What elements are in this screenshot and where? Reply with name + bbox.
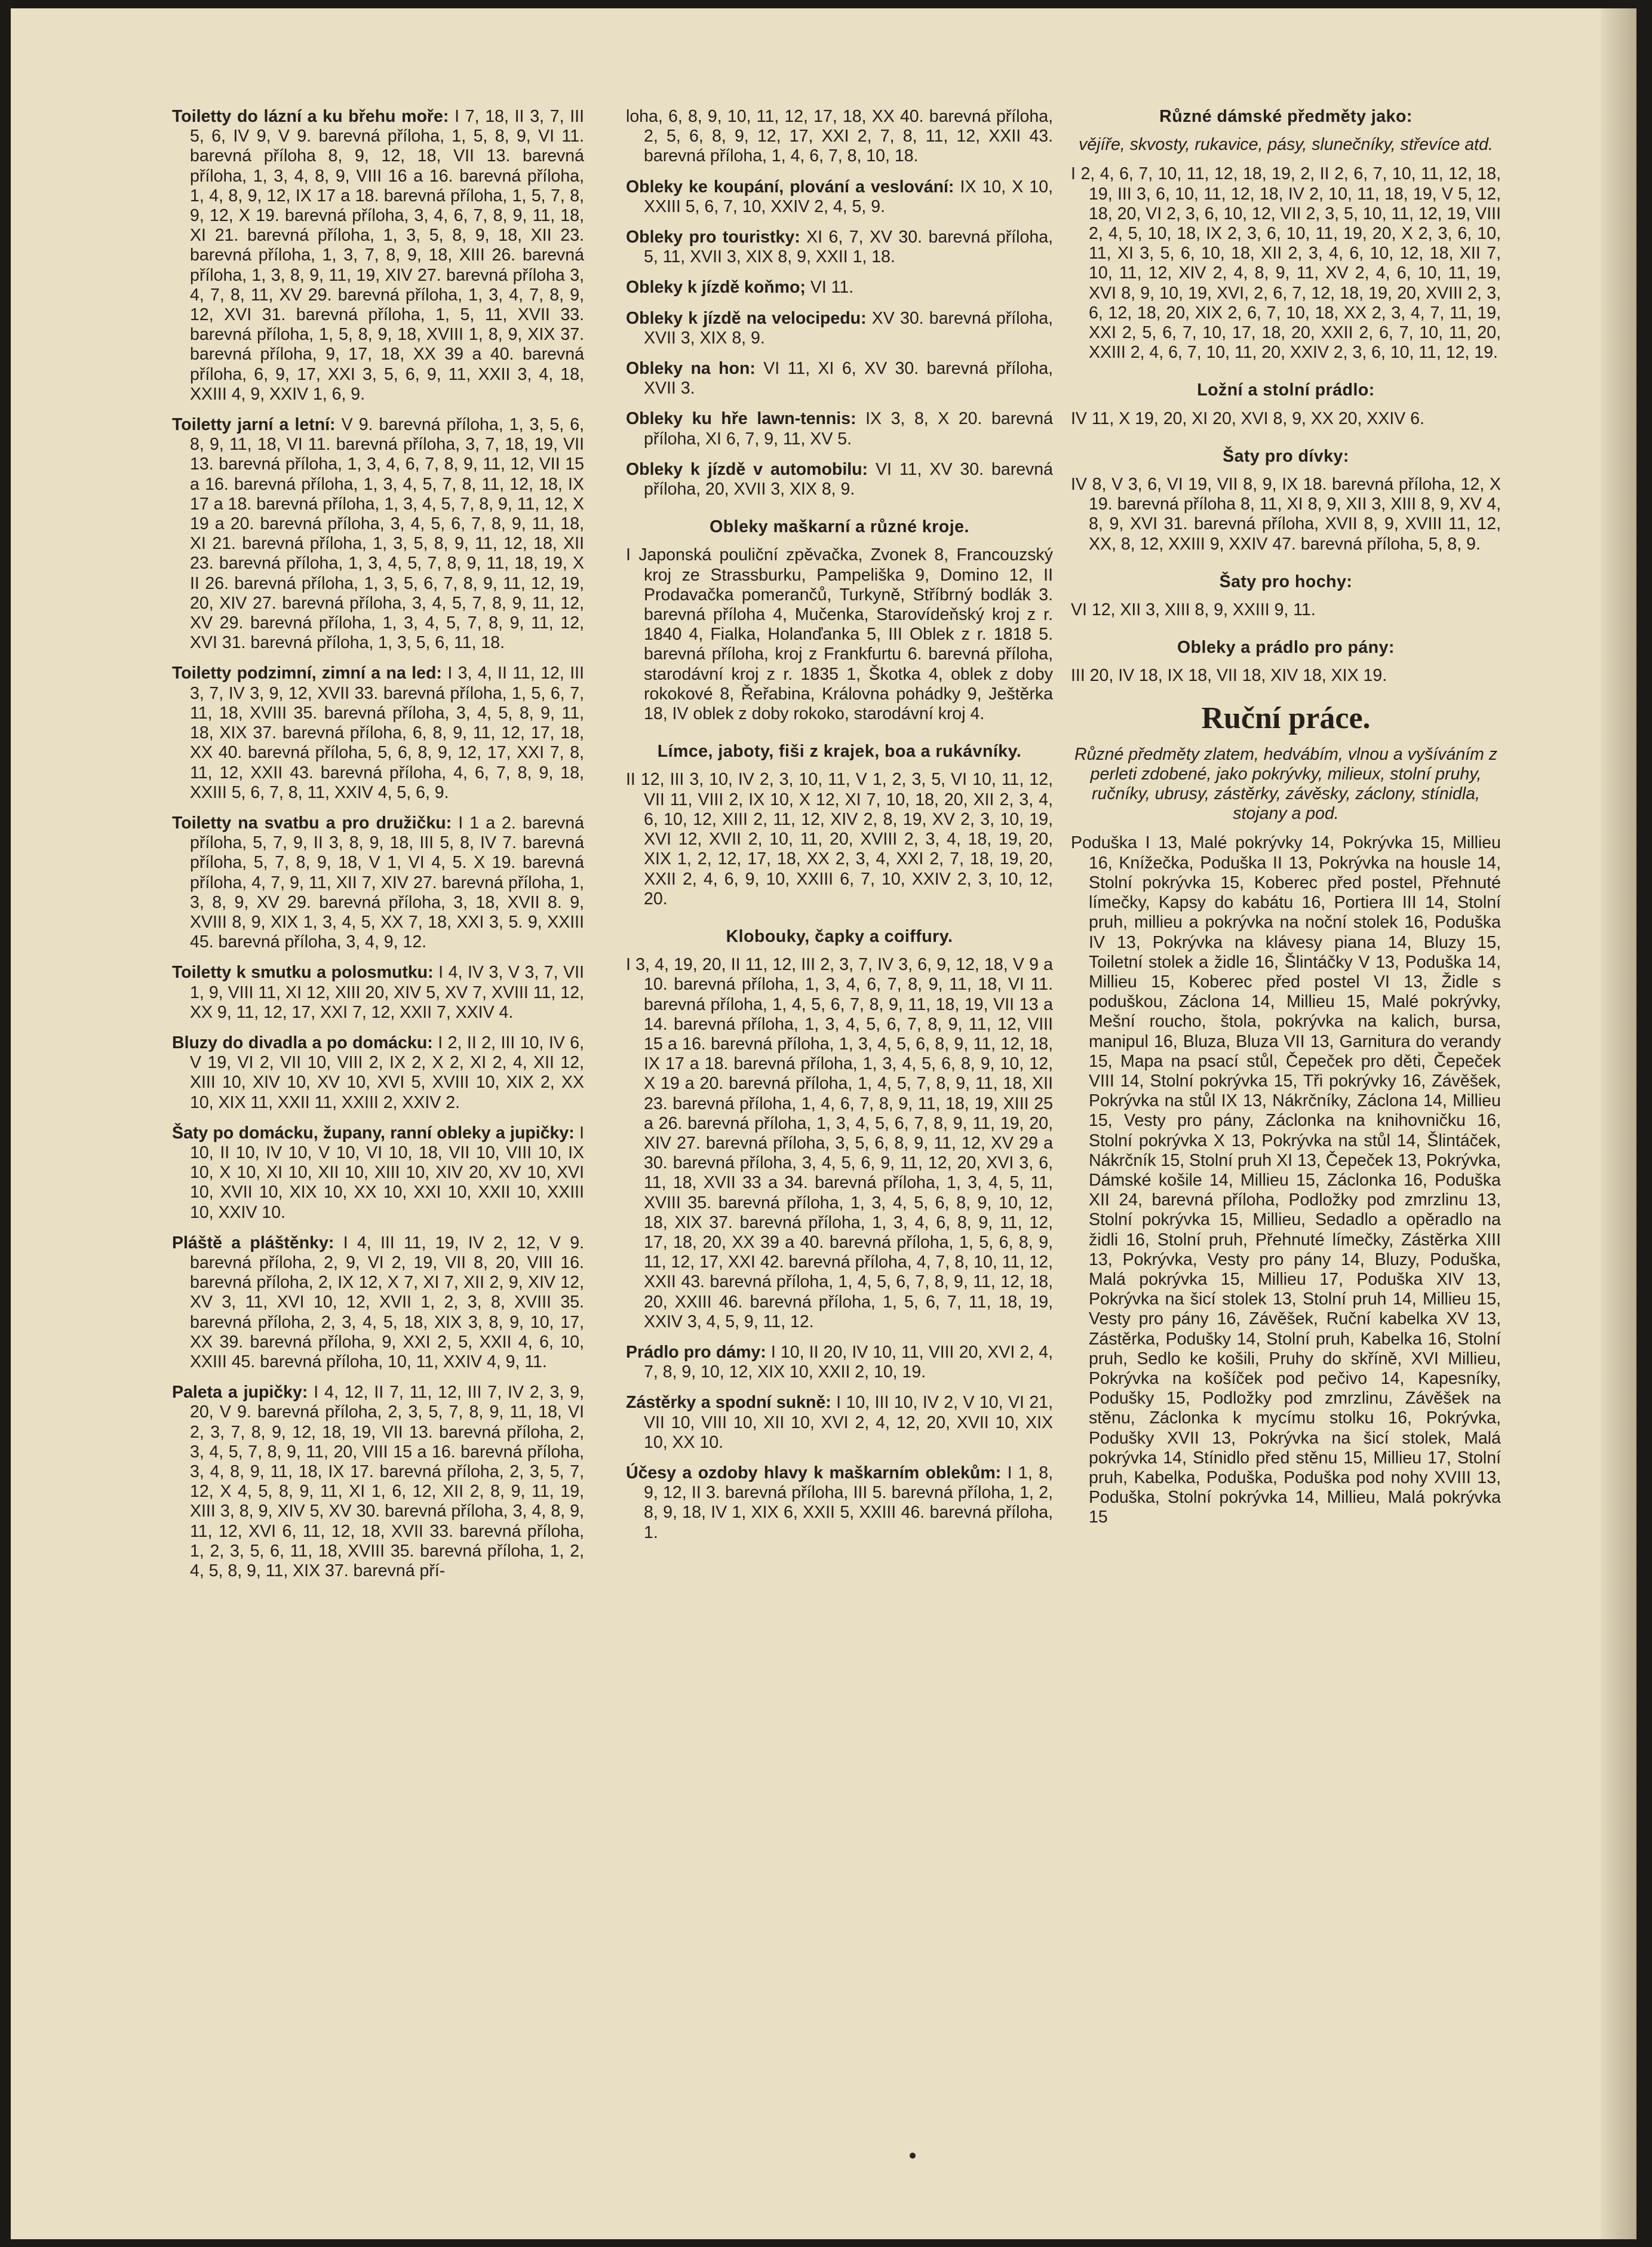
entry-references: IX 3, 8, X 20. barevná příloha, XI 6, 7, 9, 11, XV 5. — [644, 409, 1053, 449]
entry-term: Obleky na hon: — [626, 359, 756, 379]
section-title-ladies-items: Různé dámské předměty jako: — [1159, 107, 1413, 126]
entry-references: I 1, 8, 9, 12, II 3. barevná příloha, III 5. barevná příloha, 1, 2, 8, 9, 18, IV 1, XIX 6, XXII 5, XXIII 46. barevná příloha, 1. — [644, 1463, 1053, 1542]
entry-references: I 10, II 20, IV 10, 11, VIII 20, XVI 2, 4, 7, 8, 9, 10, 12, XIX 10, XXII 2, 10, 19. — [644, 1342, 1054, 1382]
index-entry — [172, 963, 584, 1023]
entry-references: loha, 6, 8, 9, 10, 11, 12, 17, 18, XX 40. barevná příloha, 2, 5, 6, 8, 9, 12, 17, XXI 2, 7, 8, 11, 12, XXII 43. barevná příloha, 1, 4, 6, 7, 8, 10, 18. — [626, 107, 1053, 166]
entry-term: Účesy a ozdoby hlavy k maškarním oblekům: — [626, 1463, 1002, 1482]
section-text-girls: IV 8, V 3, 6, VI 19, VII 8, 9, IX 18. barevná příloha, 12, X 19. barevná příloha 8, 11, XI 8, 9, XII 3, XIII 8, 9, XV 4, 8, 9, XVI 31. barevná příloha, XVII 8, 9, XVIII 11, 12, XX, 8, 12, XXIII 9, XXIV 47. barevná příloha, 5, 8, 9. — [1071, 475, 1501, 554]
section-text-handwork: Poduška I 13, Malé pokrývky 14, Pokrývka 15, Millieu 16, Knížečka, Poduška II 13, Pokrývka na housle 14, Stolní pokrývka 15, Koberec před postel, Přehnuté límečky, Kapsy do kabátu 16, Portiera III 14, Stolní pruh, millieu a pokrývka na noční stolek 16, Poduška IV 13, Pokrývka na klávesy piana 14, Bluzy 15, Toiletní stolek a židle 16, Šlintáčky V 13, Poduška 14, Millieu 15, Koberec před postel VI 13, Židle s poduškou, Záclona 14, Millieu 15, Malé pokrývky, Mešní roucho, štola, pokrývka na kalich, bursa, manipul 16, Bluza, Bluza VII 13, Garnitura do verandy 15, Mapa na psací stůl, Čepeček pro děti, Čepeček VIII 14, Stolní pokrývka 15, Tři pokrývky 16, Závěšek, Pokrývka na stůl IX 13, Nákrčníky, Záclona 14, Millieu 15, Vesty pro pány, Záclonka na knihovničku 16, Stolní pokrývka X 13, Pokrývka na stůl 14, Šlintáček, Nákrčník 15, Stolní pruh XI 13, Čepeček 13, Pokrývka, Dámské košile 14, Millieu 15, Záclonka 16, Poduška XII 24, barevná příloha, Podložky pod zmrzlinu 13, Stolní pokrývka 15, Millieu, Sedadlo a opěradlo na židli 16, Stolní pruh, Přehnuté límečky, Zástěrka XIII 13, Pokrývka, Vesty pro pány 14, Bluzy, Poduška, Malá pokrývka 15, Millieu 17, Poduška XIV 13, Pokrývka na šicí stolek 13, Stolní pruh 14, Millieu 15, Vesty pro pány 16, Závěšek, Ruční kabelka XV 13, Zástěrka, Podušky 14, Stolní pruh, Kabelka 16, Stolní pruh, Sedlo ke košili, Pruhy do skříně, XVI Millieu, Pokrývka na košíček pod pečivo 14, Kapesníky, Podušky 15, Podložky pod zmrzlinu, Závěšek na stěnu, Záclonka k mycímu stolku 16, Pokrývka, Podušky XVII 13, Pokrývka na šicí stolek, Malá pokrývka 14, Stínidlo před stěnu 15, Millieu 17, Stolní pruh, Kabelka, Poduška, Poduška pod nohy XVIII 13, Poduška, Stolní pokrývka 14, Millieu, Malá pokrývka 15 — [1071, 833, 1501, 1527]
entry-term: Toiletty podzimní, zimní a na led: — [172, 664, 442, 683]
section-title-handwork: Ruční práce. — [1201, 701, 1371, 735]
index-entry — [172, 107, 584, 404]
column-2-entries — [626, 107, 1053, 499]
section-text-men: III 20, IV 18, IX 18, VII 18, XIV 18, XIX 19. — [1071, 666, 1387, 686]
index-entry — [172, 814, 584, 952]
entry-term: Toiletty na svatbu a pro družičku: — [172, 813, 452, 833]
entry-term: Obleky k jízdě koňmo; — [626, 278, 806, 297]
section-title-men: Obleky a prádlo pro pány: — [1177, 638, 1395, 658]
entry-references: I 1 a 2. barevná příloha, 5, 7, 9, II 3, 8, 9, 18, III 5, 8, IV 7. barevná příloha, 5, 7, 8, 9, 18, V 1, VI 4, 5. X 19. barevná příloha, 4, 7, 9, 11, XII 7, XIV 27. barevná příloha, 1, 3, 8, 9, XV 29. barevná příloha, 3, 18, XVII 8. 9, XVIII 8, 9, XIX 1, 3, 4, 5, XX 7, 18, XXI 3, 5. 9, XXIII 45. barevná příloha, 3, 4, 9, 12. — [190, 813, 585, 952]
entry-term: Toiletty jarní a letní: — [172, 415, 336, 435]
index-entry — [172, 1124, 584, 1223]
section-title-collars: Límce, jaboty, fiši z krajek, boa a rukávníky. — [657, 742, 1022, 762]
index-column-2 — [626, 107, 1053, 1554]
index-entry — [626, 1463, 1053, 1543]
index-entry — [626, 359, 1053, 398]
index-entry — [626, 278, 1053, 297]
index-entry — [626, 1393, 1053, 1453]
entry-references: I 7, 18, II 3, 7, III 5, 6, IV 9, V 9. barevná příloha, 1, 5, 8, 9, VI 11. barevná příloha 8, 9, 12, 18, VII 13. barevná příloha, 1, 3, 4, 8, 9, VIII 16 a 16. barevná příloha, 1, 4, 8, 9, 12, IX 17 a 18. barevná příloha, 1, 5, 7, 8, 9, 12, X 19. barevná příloha, 3, 4, 6, 7, 8, 9, 11, 18, XI 21. barevná příloha, 1, 3, 5, 8, 9, 18, XII 23. barevná příloha, 1, 3, 7, 8, 9, 18, XIII 26. barevná příloha, 1, 3, 8, 9, 11, 19, XIV 27. barevná příloha 3, 4, 7, 8, 11, XV 29. barevná příloha, 1, 3, 4, 7, 8, 9, 12, XVI 31. barevná příloha, 1, 5, 11, XVII 33. barevná příloha, 1, 5, 8, 9, 18, XVIII 1, 8, 9, XIX 37. barevná příloha, 9, 17, 18, XX 39 a 40. barevná příloha, 6, 9, 17, XXI 3, 5, 6, 9, 11, XXII 3, 4, 18, XXIII 4, 9, XXIV 1, 6, 9. — [190, 107, 584, 404]
section-title-girls: Šaty pro dívky: — [1223, 446, 1349, 466]
entry-term: Obleky pro touristky: — [626, 228, 800, 247]
entry-term: Obleky ke koupání, plování a veslování: — [626, 177, 954, 197]
ink-dot — [910, 2153, 916, 2159]
page-spine-shadow — [1601, 8, 1636, 2239]
index-entry — [172, 664, 584, 802]
section-text-costumes: I Japonská pouliční zpěvačka, Zvonek 8, Francouzský kroj ze Strassburku, Pampeliška 9, Domino 12, II Prodavačka pomerančů, Turkyně, Stříbrný bodlák 3. barevná příloha 4, Mučenka, Starovídeňský kroj z r. 1840 4, Fialka, Holanďanka 5, III Oblek z r. 1818 5. barevná příloha, kroj z Frankfurtu 6. barevná příloha, starodávní kroj z r. 1835 1, Škotka 4, oblek z doby rokokové 8, Řeřabina, Královna pohádky 9, Ještěrka 18, IV oblek z doby rokoko, starodávní kroj 4. — [626, 545, 1053, 724]
entry-references: I 4, IV 3, V 3, 7, VII 1, 9, VIII 11, XI 12, XIII 20, XIV 5, XV 7, XVIII 11, 12, XX 9, 11, 12, 17, XXI 7, 12, XXII 7, XXIV 4. — [190, 963, 585, 1022]
entry-references: I 10, II 10, IV 10, V 10, VI 10, 18, VII 10, VIII 10, IX 10, X 10, XI 10, XII 10, XIII 10, XIV 20, XV 10, XVI 10, XVII 10, XIX 10, XX 10, XXI 10, XXII 10, XXIII 10, XXIV 10. — [190, 1123, 584, 1222]
entry-references: XV 30. barevná příloha, XVII 3, XIX 8, 9. — [644, 308, 1053, 348]
entry-references: VI 11, XI 6, XV 30. barevná příloha, XVII 3. — [644, 359, 1053, 398]
index-entry — [626, 177, 1053, 217]
entry-term: Obleky k jízdě na velocipedu: — [626, 308, 867, 328]
entry-references: I 4, III 11, 19, IV 2, 12, V 9. barevná příloha, 2, 9, VI 2, 19, VII 8, 20, VIII 16. barevná příloha, 2, IX 12, X 7, XI 7, XII 2, 9, XIV 12, XV 3, 11, XVI 10, 12, XVII 1, 2, 3, 8, XVIII 35. barevná příloha, 2, 3, 4, 5, 18, XIX 3, 8, 9, 10, 17, XX 39. barevná příloha, 9, XXI 2, 5, XXII 4, 6, 10, XXIII 45. barevná příloha, 10, 11, XXIV 4, 9, 11. — [190, 1233, 584, 1371]
section-title-hats: Klobouky, čapky a coiffury. — [726, 926, 953, 946]
section-title-boys: Šaty pro hochy: — [1219, 572, 1353, 591]
entry-term: Paleta a jupičky: — [172, 1383, 308, 1402]
entry-references: I 4, 12, II 7, 11, 12, III 7, IV 2, 3, 9, 20, V 9. barevná příloha, 2, 3, 5, 7, 8, 9, 11, 18, VI 2, 3, 7, 8, 9, 12, 18, 19, VII 13. barevná příloha, 2, 3, 4, 5, 7, 8, 9, 11, 20, VIII 15 a 16. barevná příloha, 3, 4, 8, 9, 11, 18, IX 17. barevná příloha, 2, 3, 5, 7, 12, X 4, 5, 8, 9, 11, XI 1, 6, 12, XII 2, 8, 9, 11, 19, XIII 3, 8, 9, XIV 5, XV 30. barevná příloha, 3, 4, 8, 9, 11, 12, XVI 6, 11, 12, 18, XVII 33. barevná příloha, 1, 2, 3, 5, 6, 11, 18, XVIII 35. barevná příloha, 1, 2, 4, 5, 8, 9, 11, XIX 37. barevná pří- — [190, 1383, 584, 1581]
entry-references: VI 11, XV 30. barevná příloha, 20, XVII 3, XIX 8, 9. — [644, 459, 1054, 499]
entry-term: Prádlo pro dámy: — [626, 1342, 766, 1362]
entry-term: Obleky ku hře lawn-tennis: — [626, 409, 856, 429]
magazine-index-page — [11, 8, 1636, 2239]
section-title-linen: Ložní a stolní prádlo: — [1197, 380, 1375, 400]
entry-references: V 9. barevná příloha, 1, 3, 5, 6, 8, 9, 11, 18, VI 11. barevná příloha, 3, 7, 18, 19, VII 13. barevná příloha, 1, 3, 4, 6, 7, 8, 9, 11, 12, VII 15 a 16. barevná příloha, 1, 3, 4, 5, 7, 8, 11, 12, 18, IX 17 a 18. barevná příloha, 1, 3, 4, 5, 7, 8, 9, 11, 12, X 19 a 20. barevná příloha, 3, 4, 5, 6, 7, 8, 9, 11, 18, XI 21. barevná příloha, 1, 3, 5, 8, 9, 11, 12, 18, XII 23. barevná příloha, 1, 3, 4, 5, 7, 8, 9, 11, 18, 19, X II 26. barevná příloha, 1, 3, 5, 6, 7, 8, 9, 11, 12, 19, 20, XIV 27. barevná příloha, 3, 4, 5, 7, 8, 9, 11, 12, XV 29. barevná příloha, 1, 3, 4, 5, 7, 8, 9, 11, 12, XVI 31. barevná příloha, 1, 3, 5, 6, 11, 18. — [190, 415, 585, 653]
section-text-ladies-items: I 2, 4, 6, 7, 10, 11, 12, 18, 19, 2, II 2, 6, 7, 10, 11, 12, 18, 19, III 3, 6, 10, 11, 12, 18, IV 2, 10, 11, 18, 19, V 5, 12, 18, 20, VI 2, 3, 6, 10, 12, VII 2, 3, 5, 10, 11, 12, 19, VIII 2, 4, 5, 10, 18, IX 2, 3, 6, 10, 11, 19, 20, X 2, 3, 6, 10, 11, XI 3, 5, 6, 10, 18, XII 2, 3, 4, 6, 10, 12, 18, XII 7, 10, 11, 12, XIV 2, 4, 8, 9, 11, XV 2, 4, 6, 10, 11, 19, XVI 8, 9, 10, 19, XVI, 2, 6, 7, 12, 18, 19, 20, XVIII 2, 3, 6, 12, 18, 20, XIX 2, 6, 7, 10, 18, XX 2, 3, 4, 7, 11, 19, XXI 2, 5, 6, 7, 10, 17, 18, 20, XXII 2, 6, 7, 10, 11, 20, XXIII 2, 4, 6, 7, 10, 11, 20, XXIV 2, 3, 6, 10, 11, 12, 19. — [1071, 164, 1501, 363]
entry-references: I 3, 4, II 11, 12, III 3, 7, IV 3, 9, 12, XVII 33. barevná příloha, 1, 5, 6, 7, 11, 18, XVIII 35. barevná příloha, 3, 4, 5, 8, 9, 11, 18, XIX 37. barevná příloha, 6, 8, 9, 11, 12, 17, 18, XX 40. barevná příloha, 5, 6, 8, 9, 12, 17, XXI 7, 8, 11, 12, XXII 43. barevná příloha, 4, 6, 7, 8, 9, 18, XXIII 5, 6, 7, 8, 11, XXIV 4, 5, 6, 9. — [190, 664, 584, 802]
entry-term: Pláště a pláštěnky: — [172, 1233, 334, 1253]
entry-references: VI 11. — [810, 278, 854, 297]
index-entry — [172, 1233, 584, 1372]
index-entry — [172, 415, 584, 653]
section-text-linen: IV 11, X 19, 20, XI 20, XVI 8, 9, XX 20, XXIV 6. — [1071, 409, 1424, 428]
entry-references: IX 10, X 10, XXIII 5, 6, 7, 10, XXIV 2, 4, 5, 9. — [644, 177, 1053, 216]
index-column-1 — [172, 107, 584, 1592]
entry-term: Toiletty do lázní a ku břehu moře: — [172, 107, 449, 126]
index-entry — [626, 460, 1053, 499]
section-text-hats: I 3, 4, 19, 20, II 11, 12, III 2, 3, 7, IV 3, 6, 9, 12, 18, V 9 a 10. barevná příloha, 1, 3, 4, 6, 7, 8, 9, 11, 18, VI 11. barevná příloha, 1, 4, 5, 6, 7, 8, 9, 11, 18, 19, VII 13 a 14. barevná příloha, 1, 3, 4, 5, 6, 7, 8, 9, 11, 12, VIII 15 a 16. barevná příloha, 1, 3, 4, 5, 6, 8, 9, 11, 12, 18, IX 17 a 18. barevná příloha, 1, 3, 4, 5, 6, 8, 9, 10, 12, X 19 a 20. barevná příloha, 1, 4, 5, 7, 8, 9, 11, 18, XII 23. barevná příloha, 1, 4, 6, 7, 8, 9, 11, 18, 19, XIII 25 a 26. barevná příloha, 1, 3, 4, 5, 6, 7, 8, 9, 11, 19, 20, XIV 27. barevná příloha, 3, 5, 6, 8, 9, 11, 12, XV 29 a 30. barevná příloha, 3, 4, 5, 6, 9, 11, 12, 20, XVI 3, 6, 11, 18, XVII 33 a 34. barevná příloha, 1, 3, 4, 5, 11, XVIII 35. barevná příloha, 1, 3, 4, 5, 6, 8, 9, 10, 12, 18, XIX 37. barevná příloha, 1, 3, 4, 6, 8, 9, 11, 12, 17, 18, 20, XX 39 a 40. barevná příloha, 1, 5, 6, 8, 9, 11, 12, 17, XXI 42. barevná příloha, 4, 7, 8, 10, 11, 12, XXII 43. barevná příloha, 1, 4, 5, 6, 7, 8, 9, 11, 12, 18, 20, XXIII 46. barevná příloha, 1, 5, 6, 7, 11, 18, 19, XXIV 3, 4, 5, 9, 11, 12. — [626, 955, 1053, 1331]
section-text-boys: VI 12, XII 3, XIII 8, 9, XXIII 9, 11. — [1071, 600, 1316, 620]
entry-term: Obleky k jízdě v automobilu: — [626, 459, 868, 479]
index-entry — [626, 228, 1053, 267]
section-title-costumes: Obleky maškarní a různé kroje. — [710, 517, 969, 537]
section-note-ladies-items: vějíře, skvosty, rukavice, pásy, slunečníky, střevíce atd. — [1079, 135, 1493, 155]
column-2-tail-entries — [626, 1343, 1053, 1543]
index-entry — [626, 309, 1053, 348]
entry-references: I 2, II 2, III 10, IV 6, V 19, VI 2, VII 10, VIII 2, IX 2, X 2, XI 2, 4, XII 12, XIII 10, XIV 10, XV 10, XVI 5, XVIII 10, XIX 2, XX 10, XIX 11, XXII 11, XXIII 2, XXIV 2. — [190, 1033, 585, 1112]
entry-references: I 10, III 10, IV 2, V 10, VI 21, VII 10, VIII 10, XII 10, XVI 2, 4, 12, 20, XVII 10, XIX 10, XX 10. — [644, 1393, 1053, 1452]
index-entry — [172, 1383, 584, 1581]
section-note-handwork: Různé předměty zlatem, hedvábím, vlnou a vyšíváním z perleti zdobené, jako pokrývky, milieux, stolní pruhy, ručníky, ubrusy, zástěrky, závěsky, záclony, stínidla, stojany a pod. — [1074, 744, 1498, 824]
index-entry — [626, 409, 1053, 449]
section-text-collars: II 12, III 3, 10, IV 2, 3, 10, 11, V 1, 2, 3, 5, VI 10, 11, 12, VII 11, VIII 2, IX 10, X 12, XI 7, 10, 18, 20, XII 2, 3, 4, 6, 10, 12, XIII 2, 11, 12, XIV 2, 8, 19, XV 2, 3, 10, 19, XVI 12, XVII 2, 10, 11, 20, XVIII 2, 3, 4, 18, 19, 20, XIX 1, 2, 12, 17, 18, XX 2, 3, 4, XXI 2, 7, 18, 19, 20, XXII 2, 4, 6, 9, 10, XXIII 6, 7, 10, XXIV 2, 3, 10, 12, 20. — [626, 770, 1053, 908]
index-entry — [626, 1343, 1053, 1382]
index-column-3 — [1071, 107, 1501, 1539]
entry-term: Zástěrky a spodní sukně: — [626, 1393, 831, 1413]
entry-term: Toiletty k smutku a polosmutku: — [172, 963, 434, 983]
index-entry — [626, 107, 1053, 167]
index-entry — [172, 1033, 584, 1113]
entry-references: XI 6, 7, XV 30. barevná příloha, 5, 11, XVII 3, XIX 8, 9, XXII 1, 18. — [644, 228, 1053, 267]
entry-term: Šaty po domácku, župany, ranní obleky a jupičky: — [172, 1123, 575, 1143]
entry-term: Bluzy do divadla a po domácku: — [172, 1033, 433, 1052]
